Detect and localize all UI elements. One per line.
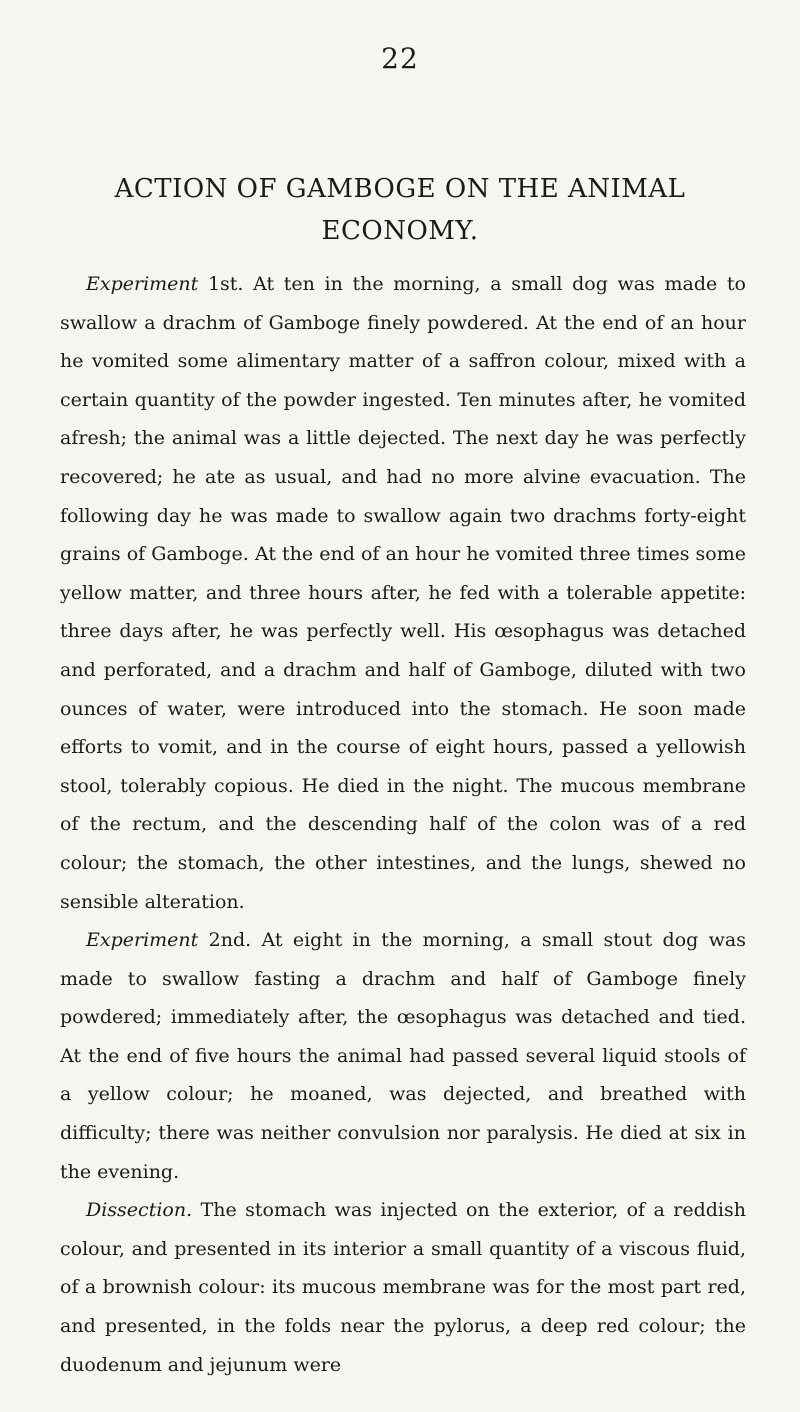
paragraph-lead: Experiment — [86, 929, 199, 952]
chapter-title — [60, 168, 740, 252]
chapter-title-line-2: ECONOMY. — [321, 216, 479, 246]
paragraph-text: 1st. At ten in the morning, a small dog was made to swallow a drachm of Gamboge finely powdered. At the end of an hour he vomited some alimentary matter of a saffron colour, mixed with a certain quantity of the powder ingested. Ten minutes after, he vomited afresh; the animal was a little dejected. The next day he was perfectly recovered; he ate as usual, and had no more alvine evacuation. The following day he was made to swallow again two drachms forty-eight grains of Gamboge. At the end of an hour he vomited three times some yellow matter, and three hours after, he fed with a tolerable appetite: three days after, he was perfectly well. His œsophagus was detached and perforated, and a drachm and half of Gamboge, diluted with two ounces of water, were introduced into the stomach. He soon made efforts to vomit, and in the course of eight hours, passed a yellowish stool, tolerably copious. He died in the night. The mucous membrane of the rectum, and the descending half of the colon was of a red colour; the stomach, the other intestines, and the lungs, shewed no sensible alteration. — [60, 273, 746, 913]
paragraph-text: 2nd. At eight in the morning, a small stout dog was made to swallow fasting a drachm and half of Gamboge finely powdered; immediately after, the œsophagus was detached and tied. At the end of five hours the animal had passed several liquid stools of a yellow colour; he moaned, was dejected, and breathed with difficulty; there was neither convulsion nor paralysis. He died at six in the evening. — [60, 929, 746, 1183]
paragraph-dissection — [60, 1191, 746, 1384]
paragraph-lead: Experiment — [86, 273, 199, 295]
paragraph-text: The stomach was injected on the exterior, of a reddish colour, and presented in its interior a small quantity of a viscous fluid, of a brownish colour: its mucous membrane was for the most part red, and presented, in the folds near the pylorus, a deep red colour; the duodenum and jejunum were — [60, 1199, 746, 1376]
chapter-title-line-1: ACTION OF GAMBOGE ON THE ANIMAL — [114, 174, 686, 204]
paragraph-experiment-2 — [60, 921, 746, 1191]
paragraph-lead: Dissection. — [86, 1199, 193, 1222]
body-text — [60, 265, 746, 1384]
page-number: 22 — [381, 42, 419, 75]
paragraph-experiment-1 — [60, 265, 746, 921]
